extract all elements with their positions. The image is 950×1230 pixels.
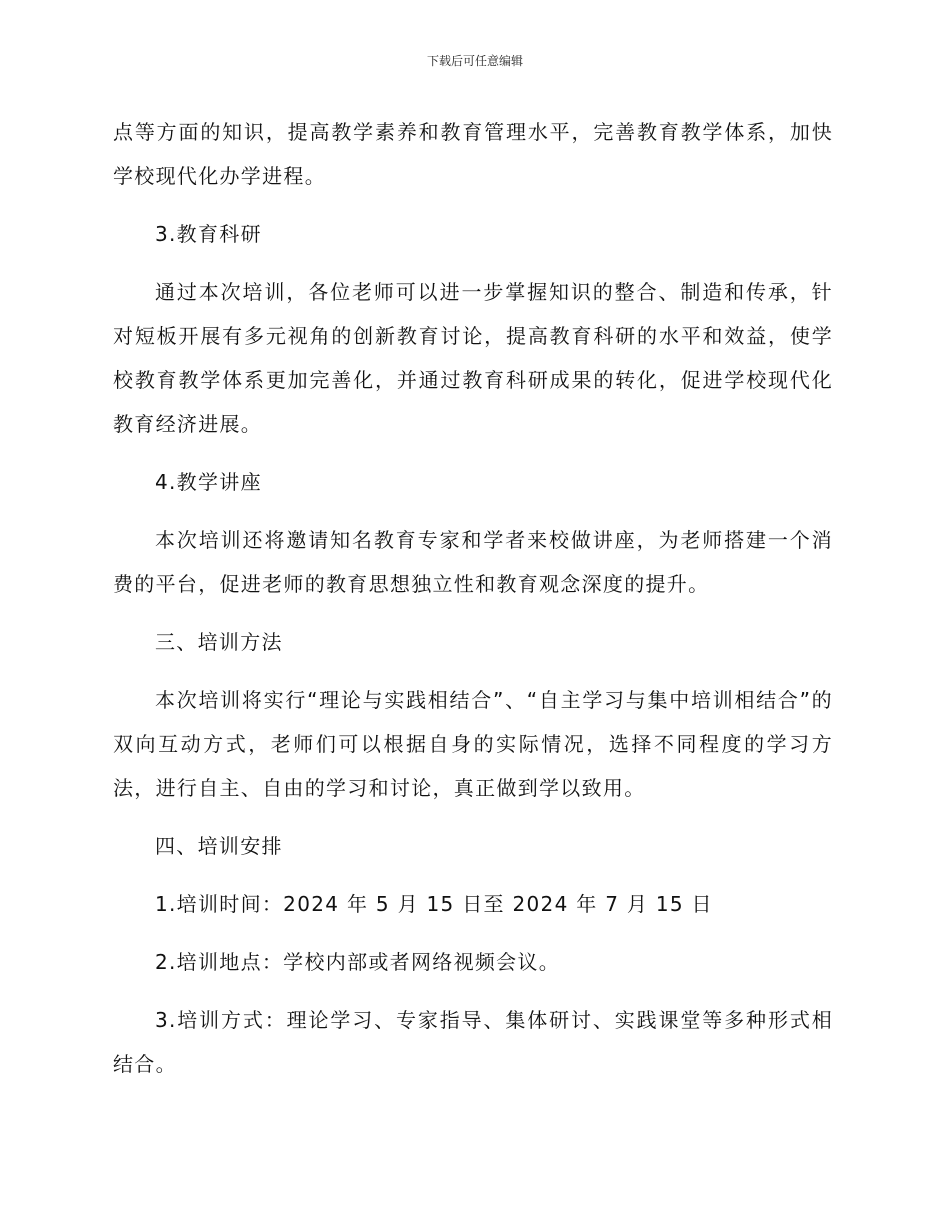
section-heading-methods: 三、培训方法 — [155, 630, 283, 654]
training-time: 1.培训时间：2024 年 5 月 15 日至 2024 年 7 月 15 日 — [155, 892, 713, 916]
page-header: 下载后可任意编辑 — [426, 54, 523, 68]
paragraph-research: 通过本次培训，各位老师可以进一步掌握知识的整合、制造和传承，针对短板开展有多元视角的创新教育讨论，提高教育科研的水平和效益，使学校教育教学体系更加完善化，并通过教育科研成果的转化，促进学校现代化教育经济进展。 — [113, 280, 833, 436]
paragraph-lectures: 本次培训还将邀请知名教育专家和学者来校做讲座，为老师搭建一个消费的平台，促进老师的教育思想独立性和教育观念深度的提升。 — [113, 528, 833, 596]
training-format: 3.培训方式：理论学习、专家指导、集体研讨、实践课堂等多种形式相结合。 — [113, 1008, 833, 1076]
section-heading-lectures: 4.教学讲座 — [155, 470, 262, 494]
document-body — [113, 110, 833, 1100]
paragraph-methods: 本次培训将实行“理论与实践相结合”、“自主学习与集中培训相结合”的双向互动方式，老师们可以根据自身的实际情况，选择不同程度的学习方法，进行自主、自由的学习和讨论，真正做到学以致用。 — [113, 688, 833, 800]
paragraph-continuation: 点等方面的知识，提高教学素养和教育管理水平，完善教育教学体系，加快学校现代化办学进程。 — [113, 120, 833, 188]
training-location: 2.培训地点：学校内部或者网络视频会议。 — [155, 950, 561, 974]
section-heading-arrangement: 四、培训安排 — [155, 834, 283, 858]
section-heading-research: 3.教育科研 — [155, 222, 262, 246]
